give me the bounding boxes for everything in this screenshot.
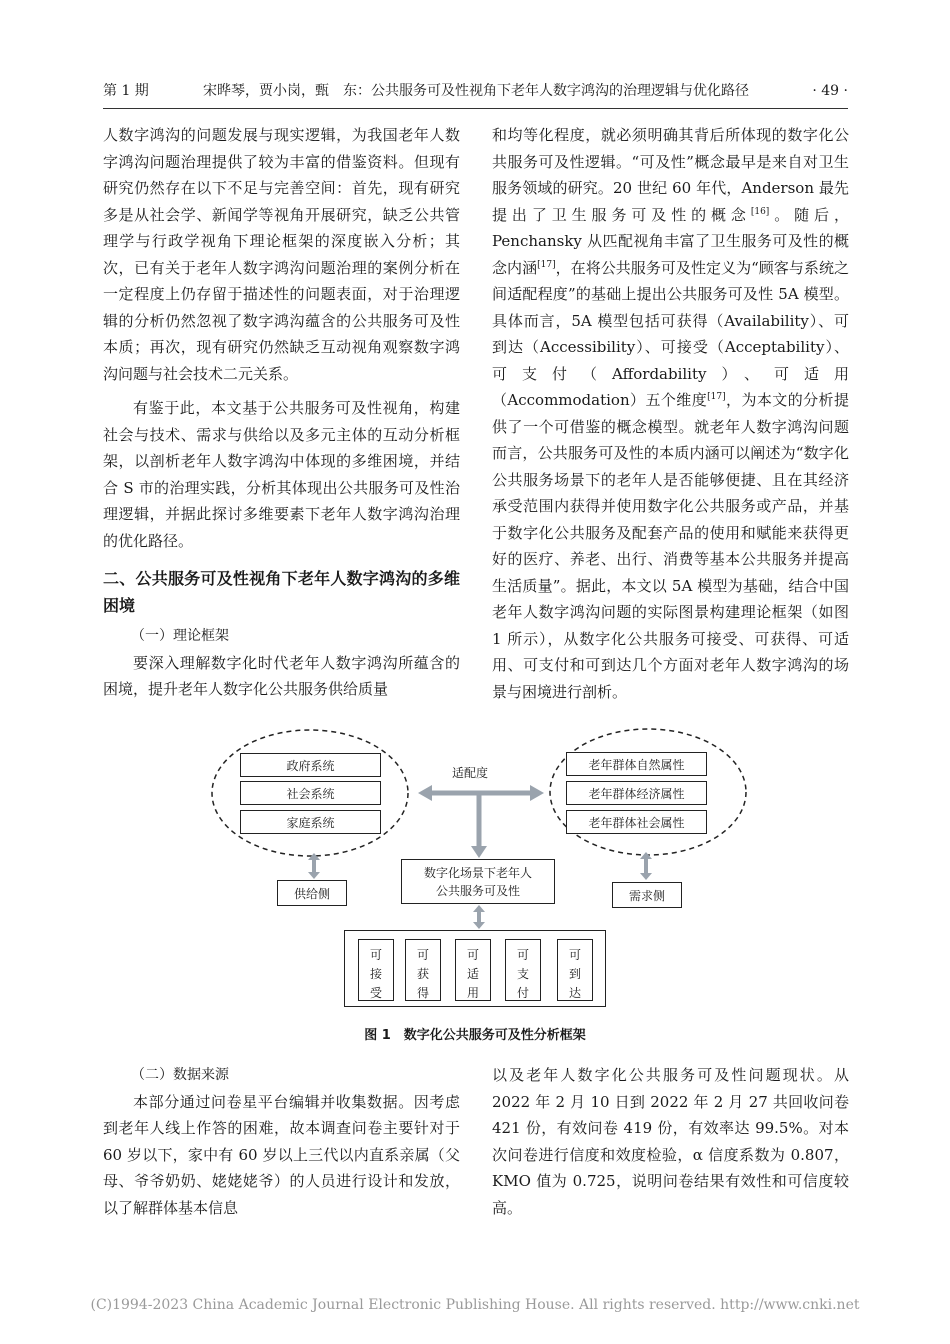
fit-arrow-right-head [530,785,544,801]
section-heading: 二、公共服务可及性视角下老年人数字鸿沟的多维困境 [103,569,460,615]
dimension-box [505,939,541,1001]
copyright-footer: (C)1994-2023 China Academic Journal Electronic Publishing House. All rights reserved. http://www.cnki.net [90,1297,860,1313]
supply-system-box: 家庭系统 [240,810,381,834]
fit-arrow-left-head [418,785,432,801]
fit-label: 适配度 [452,766,489,780]
text-run: ，在将公共服务可及性定义为“顾客与系统之间适配程度”的基础上提出公共服务可及性 5A 模型。具体而言，5A 模型包括可获得（Availability）、可到达（Accessibility）、可接受（Acceptability）、可支付（Affordability）、可适用（Accommodation）五个维度 [492,258,849,409]
demand-attribute-box: 老年群体自然属性 [566,752,707,776]
citation[interactable]: [17] [707,392,726,402]
dimension-label: 可 获 得 [416,948,429,1000]
text-run: 。随后，Penchansky 从匹配视角丰富了卫生服务可及性的概念内涵 [492,205,849,277]
bottom-right-column [492,1062,849,1221]
center-label-line1: 数字化场景下老年人 [423,865,532,880]
paragraph: 要深入理解数字化时代老年人数字鸿沟所蕴含的困境，提升老年人数字化公共服务供给质量 [103,653,460,698]
demand-attribute-box: 老年群体经济属性 [566,781,707,805]
paragraph: 人数字鸿沟的问题发展与现实逻辑，为我国老年人数字鸿沟问题治理提供了较为丰富的借鉴资料。但现有研究仍然存在以下不足与完善空间：首先，现有研究多是从社会学、新闻学等视角开展研究，缺乏公共管理学与行政学视角下理论框架的深度嵌入分析；其次，已有关于老年人数字鸿沟问题治理的案例分析在一定程度上仍存留于描述性的问题表面，对于治理逻辑的分析仍然忽视了数字鸿沟蕴含的公共服务可及性本质；再次，现有研究仍然缺乏互动视角观察数字鸿沟问题与社会技术二元关系。 [103,126,460,383]
bottom-left-column [103,1062,460,1221]
center-label-line2: 公共服务可及性 [435,883,520,898]
figure-caption: 图 1 数字化公共服务可及性分析框架 [364,1028,586,1043]
demand-side-box: 需求侧 [612,882,682,908]
dimension-label: 可 接 受 [369,948,382,1000]
dimension-label: 可 适 用 [466,948,479,1000]
accessibility-box [401,859,555,904]
supply-system-box: 政府系统 [240,753,381,777]
dimension-label: 可 到 达 [568,948,581,1000]
dimension-label: 可 支 付 [516,948,529,1000]
subsection-heading: （一）理论框架 [131,628,229,644]
text-run: ，为本文的分析提供了一个可借鉴的概念模型。就老年人数字鸿沟问题而言，公共服务可及性的本质内涵可以阐述为“数字化公共服务场景下的老年人是否能够便捷、且在其经济承受范围内获得并使用数字化公共服务或产品，并基于数字化公共服务及配套产品的使用和赋能来获得更好的医疗、养老、出行、消费等基本公共服务并提高生活质量”。据此，本文以 5A 模型为基础，结合中国老年人数字鸿沟问题的实际图景构建理论框架（如图 1 所示），从数字化公共服务可接受、可获得、可适用、可支付和可到达几个方面对老年人数字鸿沟的场景与困境进行剖析。 [492,391,849,701]
down-arrow-head [471,846,487,858]
paragraph: 以及老年人数字化公共服务可及性问题现状。从 2022 年 2 月 10 日到 2022 年 2 月 27 共回收问卷 421 份，有效问卷 419 份，有效率达 99.5%。对本次问卷进行信度和效度检验，α 信度系数为 0.807，KMO 值为 0.725，说明问卷结果有效性和可信度较高。 [492,1066,849,1217]
citation[interactable]: [16] [750,206,770,217]
running-title: 宋晔琴，贾小岗，甄 东：公共服务可及性视角下老年人数字鸿沟的治理逻辑与优化路径 [203,83,749,99]
subsection-heading: （二）数据来源 [131,1067,229,1083]
text-run: 和均等化程度，就必须明确其背后所体现的数字化公共服务可及性逻辑。“可及性”概念最早是来自对卫生服务领域的研究。20 世纪 60 年代，Anderson 最先提出了卫生服务可及性的概念 [492,126,849,224]
dimension-box [405,939,441,1001]
supply-system-box: 社会系统 [240,781,381,805]
page-number: · 49 · [812,83,848,99]
citation[interactable]: [17] [537,259,556,270]
dimension-box [557,939,593,1001]
dimension-box [455,939,491,1001]
demand-attribute-box: 老年群体社会属性 [566,810,707,834]
issue-number: 第 1 期 [103,83,149,99]
supply-side-box: 供给侧 [277,880,347,906]
paragraph: 本部分通过问卷星平台编辑并收集数据。因考虑到老年人线上作答的困难，故本调查问卷主要针对于 60 岁以下，家中有 60 岁以上三代以内直系亲属（父母、爷爷奶奶、姥姥姥爷）的人员进行设计和发放，以了解群体基本信息 [103,1092,460,1217]
dimension-box [358,939,394,1001]
paragraph: 有鉴于此，本文基于公共服务可及性视角，构建社会与技术、需求与供给以及多元主体的互动分析框架，以剖析老年人数字鸿沟中体现的多维困境，并结合 S 市的治理实践，分析其体现出公共服务可及性治理逻辑，并据此探讨多维要素下老年人数字鸿沟治理的优化路径。 [103,399,460,550]
